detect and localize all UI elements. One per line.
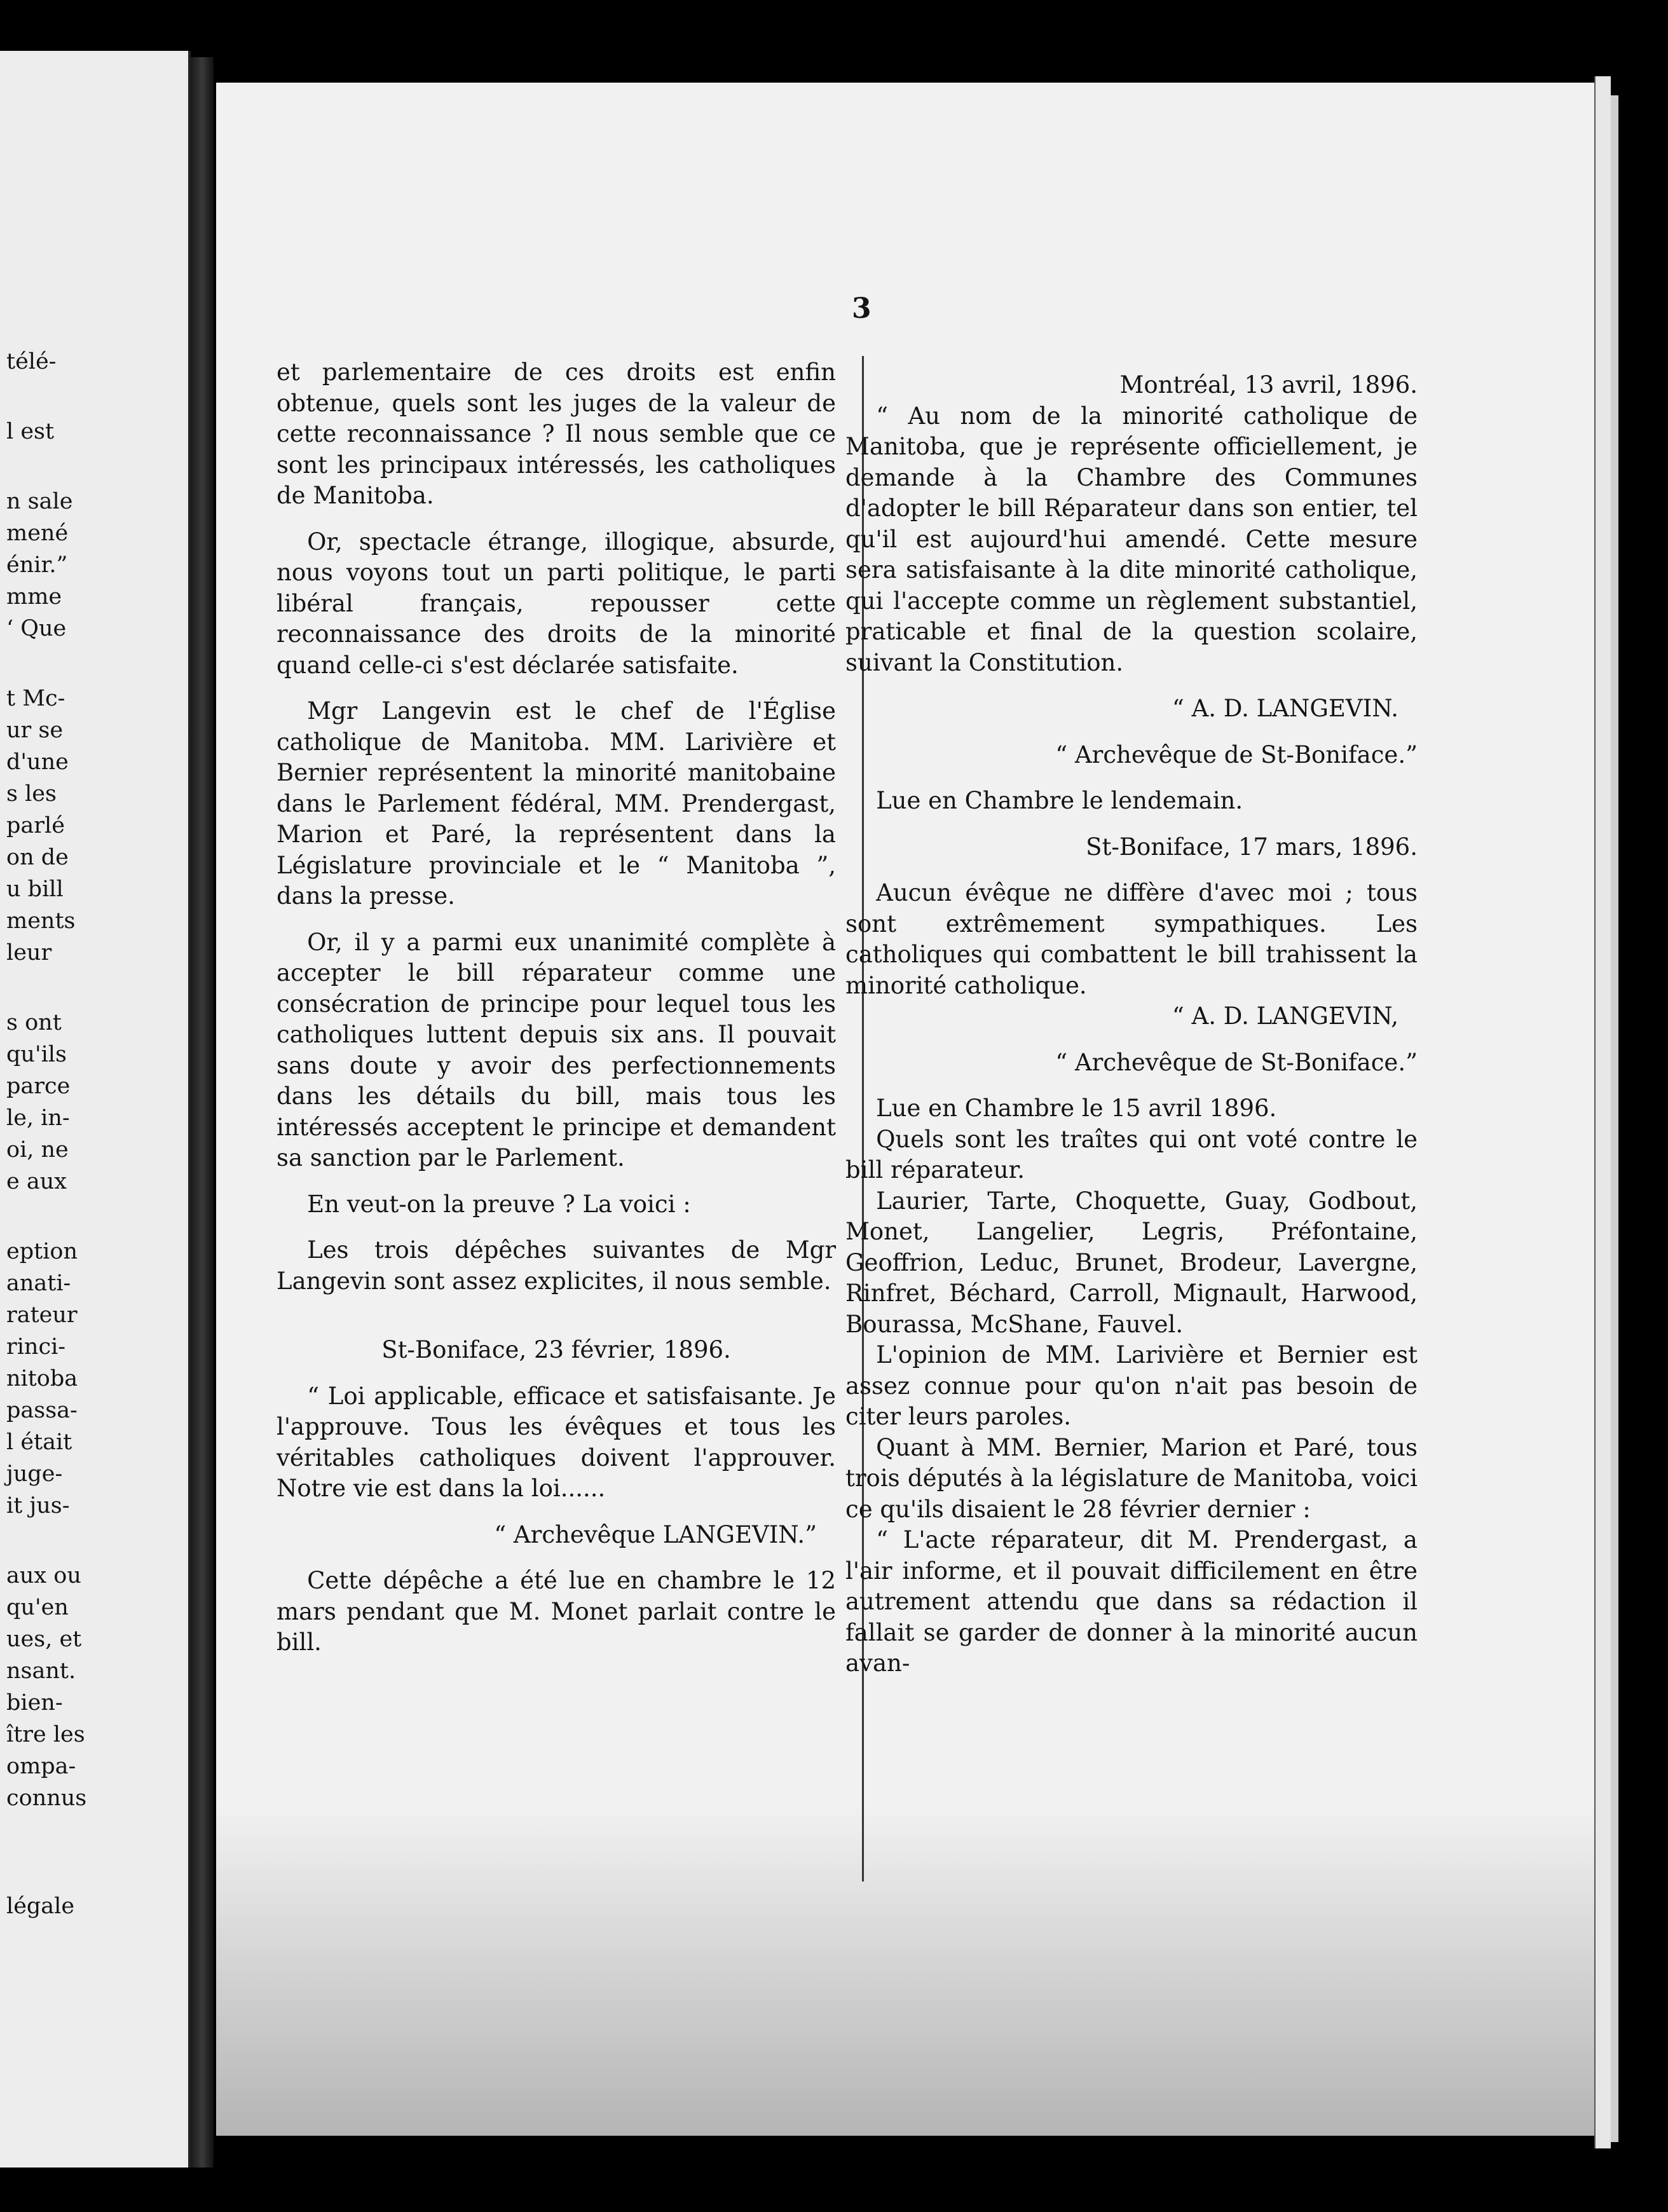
fragment: on de [6,845,69,870]
fragment: ompa- [6,1754,76,1779]
fragment: nitoba [6,1366,78,1391]
fragment: anati- [6,1271,71,1296]
fragment: juge- [6,1461,63,1487]
fragment: n sale [6,489,73,514]
book-spine [191,57,214,2168]
fragment: ur se [6,718,64,743]
fragment: l était [6,1430,72,1455]
fragment: qu'ils [6,1042,67,1067]
page-edge-shadow [1611,95,1618,2142]
page-edge [1594,76,1611,2148]
note: Lue en Chambre le 15 avril 1896. [876,1095,1277,1122]
fragment: légale [6,1894,75,1919]
paragraph: Cette dépêche a été lue en chambre le 12 mars pendant que M. Monet parlait contre le bill. [277,1567,836,1656]
page-number: 3 [852,292,872,325]
fragment: leur [6,940,52,966]
fragment: nsant. [6,1658,76,1684]
fragment: bien- [6,1690,63,1716]
left-column [277,357,836,1658]
fragment: ître les [6,1722,85,1747]
fragment: t Mc- [6,686,65,711]
paragraph: Les trois dépêches suivantes de Mgr Langevin sont assez explicites, il nous semble. [277,1236,836,1295]
fragment: télé- [6,349,57,374]
fragment: s les [6,781,57,807]
fragment: le, in- [6,1105,70,1131]
paragraph: L'opinion de MM. Larivière et Bernier est assez connue pour qu'on n'ait pas besoin de citer leurs paroles. [845,1341,1418,1430]
paragraph: Quels sont les traîtes qui ont voté contre le bill réparateur. [845,1125,1418,1184]
paragraph: Laurier, Tarte, Choquette, Guay, Godbout, Monet, Langelier, Legris, Préfontaine, Geoffrion, Leduc, Brunet, Brodeur, Lavergne, Rinfret, Béchard, Carroll, Mignault, Harwood, Bourassa, McShane, Fauvel. [845,1187,1418,1338]
fragment: mme [6,584,62,610]
fragment: it jus- [6,1493,70,1519]
dateline: St-Boniface, 23 février, 1896. [381,1336,731,1363]
fragment: parce [6,1074,71,1099]
fragment: eption [6,1239,78,1264]
paragraph: Quant à MM. Bernier, Marion et Paré, tous trois députés à la législature de Manitoba, voici ce qu'ils disaient le 28 février dernier : [845,1433,1418,1523]
fragment: s ont [6,1010,62,1035]
fragment: ‘ Que [6,616,67,641]
fragment: aux ou [6,1563,81,1588]
dispatch-quote: “ Loi applicable, efficace et satisfaisante. Je l'approuve. Tous les évêques et tous les véritables catholiques doivent l'approuver. Notre vie est dans la loi...... [277,1382,836,1502]
signature: “ Archevêque LANGEVIN.” [494,1520,817,1548]
fragment: oi, ne [6,1137,69,1163]
fragment: e aux [6,1169,67,1194]
fragment: ments [6,908,76,934]
paragraph: Or, spectacle étrange, illogique, absurde, nous voyons tout un parti politique, le parti libéral français, repousser cette reconnaissance des droits de la minorité quand celle-ci s'est déclarée satisfaite. [277,528,836,679]
signature-name: “ A. D. LANGEVIN. [1172,695,1398,722]
signature-title: “ Archevêque de St-Boniface.” [1055,741,1418,768]
fragment: mené [6,521,69,546]
fragment: d'une [6,749,69,775]
fragment: passa- [6,1398,78,1423]
dispatch-quote: “ Au nom de la minorité catholique de Manitoba, que je représente officiellement, je demande à la Chambre des Communes d'adopter le bill Réparateur dans son entier, tel qu'il est aujourd'hui amendé. Cette mesure sera satisfaisante à la dite minorité catholique, qui l'accepte comme un règlement substantiel, praticable et final de la question scolaire, suivant la Constitution. [845,402,1418,676]
dateline: Montréal, 13 avril, 1896. [1119,371,1418,399]
fragment: rateur [6,1302,78,1328]
fragment: l est [6,419,55,444]
dateline: St-Boniface, 17 mars, 1896. [1086,833,1418,861]
fragment: rinci- [6,1334,66,1360]
fragment: énir.” [6,552,68,578]
paragraph: Or, il y a parmi eux unanimité complète à accepter le bill réparateur comme une consécration de principe pour lequel tous les catholiques luttent depuis six ans. Il pouvait sans doute y avoir des perfectionnements dans les détails du bill, mais tous les intéressés acceptent le principe et demandent sa sanction par le Parlement. [277,928,836,1171]
fragment: ues, et [6,1627,82,1652]
fragment: parlé [6,813,65,838]
paragraph: “ L'acte réparateur, dit M. Prendergast, a l'air informe, et il pouvait difficilement en être autrement attendu que dans sa rédaction il fallait se garder de donner à la minorité aucun avan- [845,1526,1418,1677]
dispatch-quote: Aucun évêque ne diffère d'avec moi ; tous sont extrêmement sympathiques. Les catholiques qui combattent le bill trahissent la minorité catholique. [845,879,1418,999]
fragment: connus [6,1785,87,1811]
paragraph: En veut-on la preuve ? La voici : [307,1190,691,1218]
note: Lue en Chambre le lendemain. [876,787,1243,814]
signature-name: “ A. D. LANGEVIN, [1172,1002,1398,1030]
right-column [845,370,1418,1679]
paragraph: Mgr Langevin est le chef de l'Église catholique de Manitoba. MM. Larivière et Bernier représentent la minorité manitobaine dans le Parlement fédéral, MM. Prendergast, Marion et Paré, la représentent dans la Législature provinciale et le “ Manitoba ”, dans la presse. [277,697,836,910]
paragraph: et parlementaire de ces droits est enfin obtenue, quels sont les juges de la valeur de cette reconnaissance ? Il nous semble que ce sont les principaux intéressés, les catholiques de Manitoba. [277,358,836,509]
fragment: u bill [6,877,64,902]
fragment: qu'en [6,1595,69,1620]
previous-page-edge [0,51,191,2168]
signature-title: “ Archevêque de St-Boniface.” [1055,1048,1418,1076]
